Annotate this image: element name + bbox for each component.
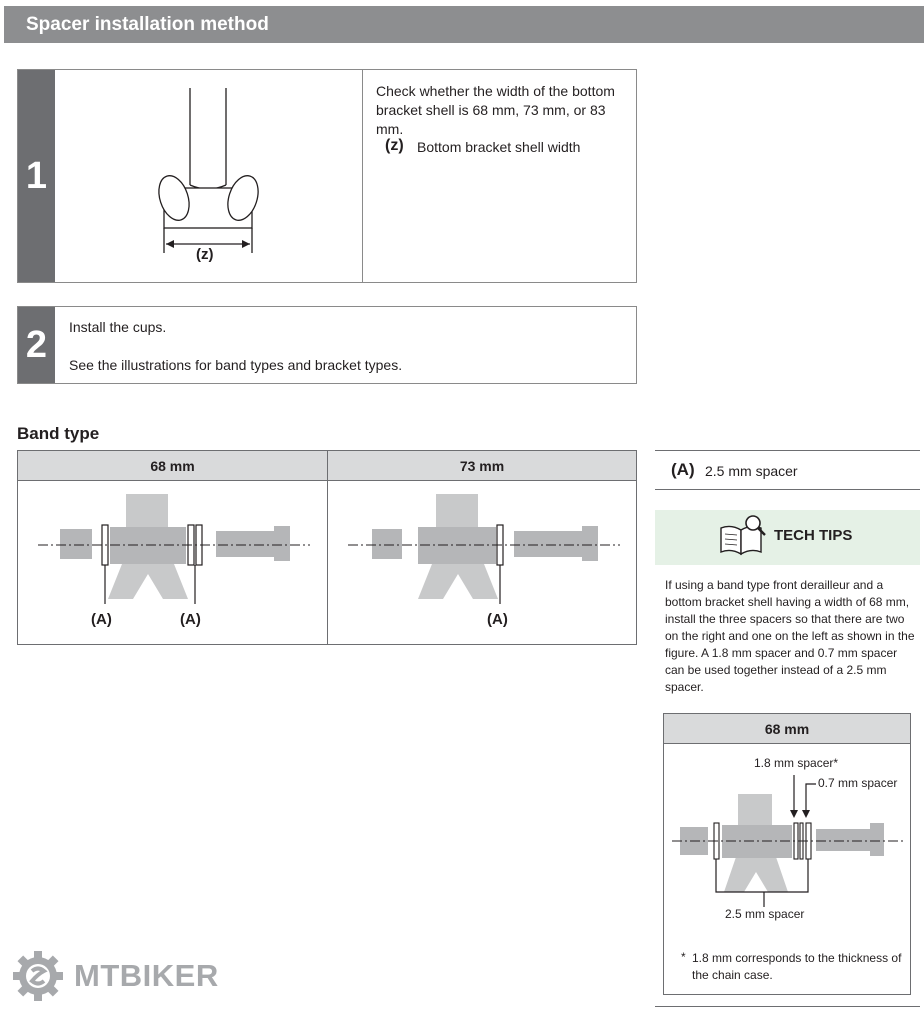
watermark [12,950,219,1002]
tech-tips-text: If using a band type front derailleur and a bottom bracket shell having a width of 68 mm, install the three spacers so that there are two on the right and one on the left as shown in the figure. A 1.8 mm spacer and 0.7 mm spacer can be used together instead of a 2.5 mm spacer. [665,578,915,694]
watermark-text: MTBIKER [74,958,219,993]
step-1-instruction: Check whether the width of the bottom bracket shell is 68 mm, 73 mm, or 83 mm. [376,83,615,137]
side-legend-text: 2.5 mm spacer [705,463,798,479]
side-rule-bottom [655,1006,920,1007]
label-1-8-spacer: 1.8 mm spacer* [754,756,839,770]
step-2-line-1: Install the cups. [69,319,167,335]
gear-logo-icon [12,950,64,1002]
bb-shell-width-figure [138,85,268,270]
band-73-label-a: (A) [487,611,508,628]
step-2-line-2: See the illustrations for band types and bracket types. [69,357,403,373]
tips-figure-box [663,713,911,995]
book-magnifier-icon [717,514,769,558]
band-73mm-figure [330,489,635,604]
tech-tips-banner [655,510,920,565]
band-68-label-a-right: (A) [180,611,201,628]
step-2-box [17,306,637,384]
legend-text-z: Bottom bracket shell width [417,139,581,155]
band-68-label-a-left: (A) [91,611,112,628]
band-col-73-header: 73 mm [328,451,636,481]
step-1-divider [362,70,363,282]
step-1-number: 1 [18,70,55,282]
tips-figure-header: 68 mm [664,714,910,744]
band-68mm-figure [20,489,325,604]
footnote-mark: * [681,950,686,964]
section-title: Spacer installation method [26,14,269,35]
section-header [4,6,924,43]
band-col-divider [327,451,328,644]
figure-label-z: (z) [196,246,214,263]
band-type-table [17,450,637,645]
tech-tips-title: TECH TIPS [774,527,853,544]
footnote-text: 1.8 mm corresponds to the thickness of the chain case. [692,951,902,982]
band-type-title: Band type [17,424,100,443]
step-1-box [17,69,637,283]
side-rule-top [655,450,920,451]
label-0-7-spacer: 0.7 mm spacer [818,776,898,790]
label-2-5-spacer: 2.5 mm spacer [725,907,805,921]
step-2-number: 2 [18,307,55,383]
band-col-68-header: 68 mm [18,451,327,481]
tips-spacer-figure [666,772,910,917]
side-legend-key-a: (A) [671,460,695,479]
side-rule-mid [655,489,920,490]
legend-key-z: (z) [385,137,404,154]
